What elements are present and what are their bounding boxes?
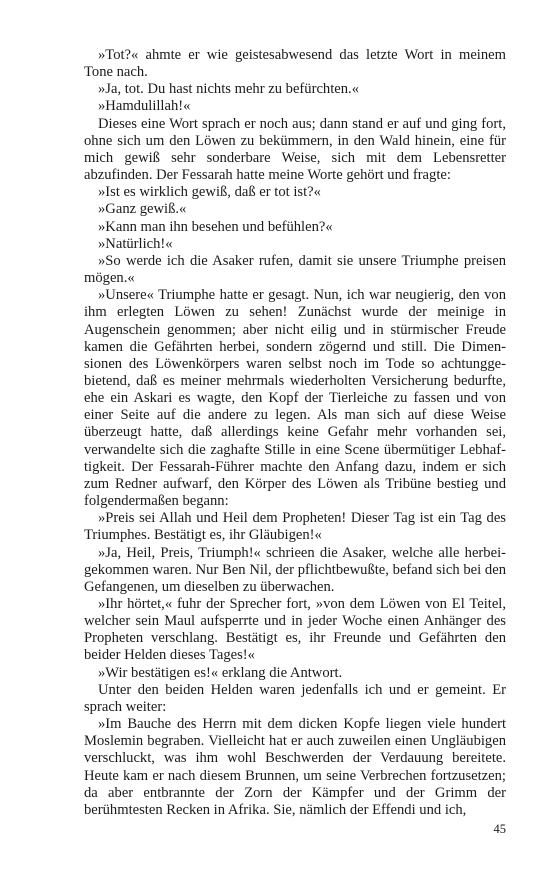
paragraph: »Ihr hörtet,« fuhr der Sprecher fort, »von dem Löwen von El Teitel, welcher sein Maul aufsperrte und in jeder Woche einen Anhänger des Propheten verschlang. Bestätigt es, ihr Freunde und Gefährten den beider Helden dieses Tages!«	[84, 596, 506, 664]
page-number: 45	[493, 822, 506, 836]
paragraph: »Ist es wirklich gewiß, daß er tot ist?«	[98, 184, 321, 201]
paragraph: »Wir bestätigen es!« erklang die Antwort.	[98, 664, 343, 681]
paragraph: Unter den beiden Helden waren jedenfalls ich und er gemeint. Er sprach weiter:	[84, 681, 506, 715]
paragraph: »Ganz gewiß.«	[98, 201, 187, 218]
paragraph: »Kann man ihn besehen und befühlen?«	[98, 218, 333, 235]
body-text	[84, 47, 506, 819]
paragraph: »Unsere« Triumphe hatte er gesagt. Nun, ich war neugierig, den von ihm erlegten Löwen zu sehen! Zunächst wurde der meinige in Augenschein genommen; aber nicht eilig und in stürmischer Freude kamen die Gefährten herbei, sondern zögernd und still. Die Dimensionen des Löwenkörpers waren selbst noch im Tode so achtunggebietend, daß es meiner mehrmals wiederholten Versicherung bedurfte, ehe ein Askari es wagte, den Kopf der Tierleiche zu fassen und von einer Seite auf die andere zu legen. Als man sich auf diese Weise überzeugt hatte, daß allerdings keine Gefahr mehr vorhanden sei, verwandelte sich die zaghafte Stille in eine Scene übermütiger Lebhaftigkeit. Der Fessarah-Führer machte den Anfang dazu, indem er sich zum Redner aufwarf, den Körper des Löwen als Tribüne bestieg und folgendermaßen begann:	[84, 287, 506, 510]
paragraph: »Natürlich!«	[98, 235, 173, 252]
paragraph: »Im Bauche des Herrn mit dem dicken Kopfe liegen viele hundert Moslemin begraben. Vielleicht hat er auch zuweilen einen Ungläubigen verschluckt, was ihm wohl Beschwerden der Verdauung bereitete. Heute kam er nach diesem Brunnen, um seine Verbrechen fortzusetzen; da aber entbrannte der Zorn der Kämpfer und der Grimm der berühmtesten Recken in Afrika. Sie, nämlich der Effendi und ich,	[84, 716, 506, 818]
paragraph: »Ja, tot. Du hast nichts mehr zu befürchten.«	[98, 81, 359, 98]
paragraph: »Ja, Heil, Preis, Triumph!« schrieen die Asaker, welche alle herbeigekommen waren. Nur Ben Nil, der pflichtbewußte, befand sich bei den Gefangenen, um dieselben zu überwachen.	[84, 544, 506, 595]
paragraph: »So werde ich die Asaker rufen, damit sie unsere Triumphe preisen mögen.«	[84, 252, 506, 287]
paragraph: »Preis sei Allah und Heil dem Propheten! Dieser Tag ist ein Tag des Triumphes. Bestätigt es, ihr Gläubigen!«	[84, 510, 506, 544]
paragraph: »Tot?« ahmte er wie geistesabwesend das letzte Wort in meinem Tone nach.	[84, 47, 506, 81]
paragraph: Dieses eine Wort sprach er noch aus; dann stand er auf und ging fort, ohne sich um den Löwen zu bekümmern, in den Wald hinein, eine für mich gewiß sehr sonderbare Weise, sich mit dem Lebensretter abzufinden. Der Fessarah hatte meine Worte gehört und fragte:	[84, 115, 506, 184]
paragraph: »Hamdulillah!«	[98, 98, 191, 115]
